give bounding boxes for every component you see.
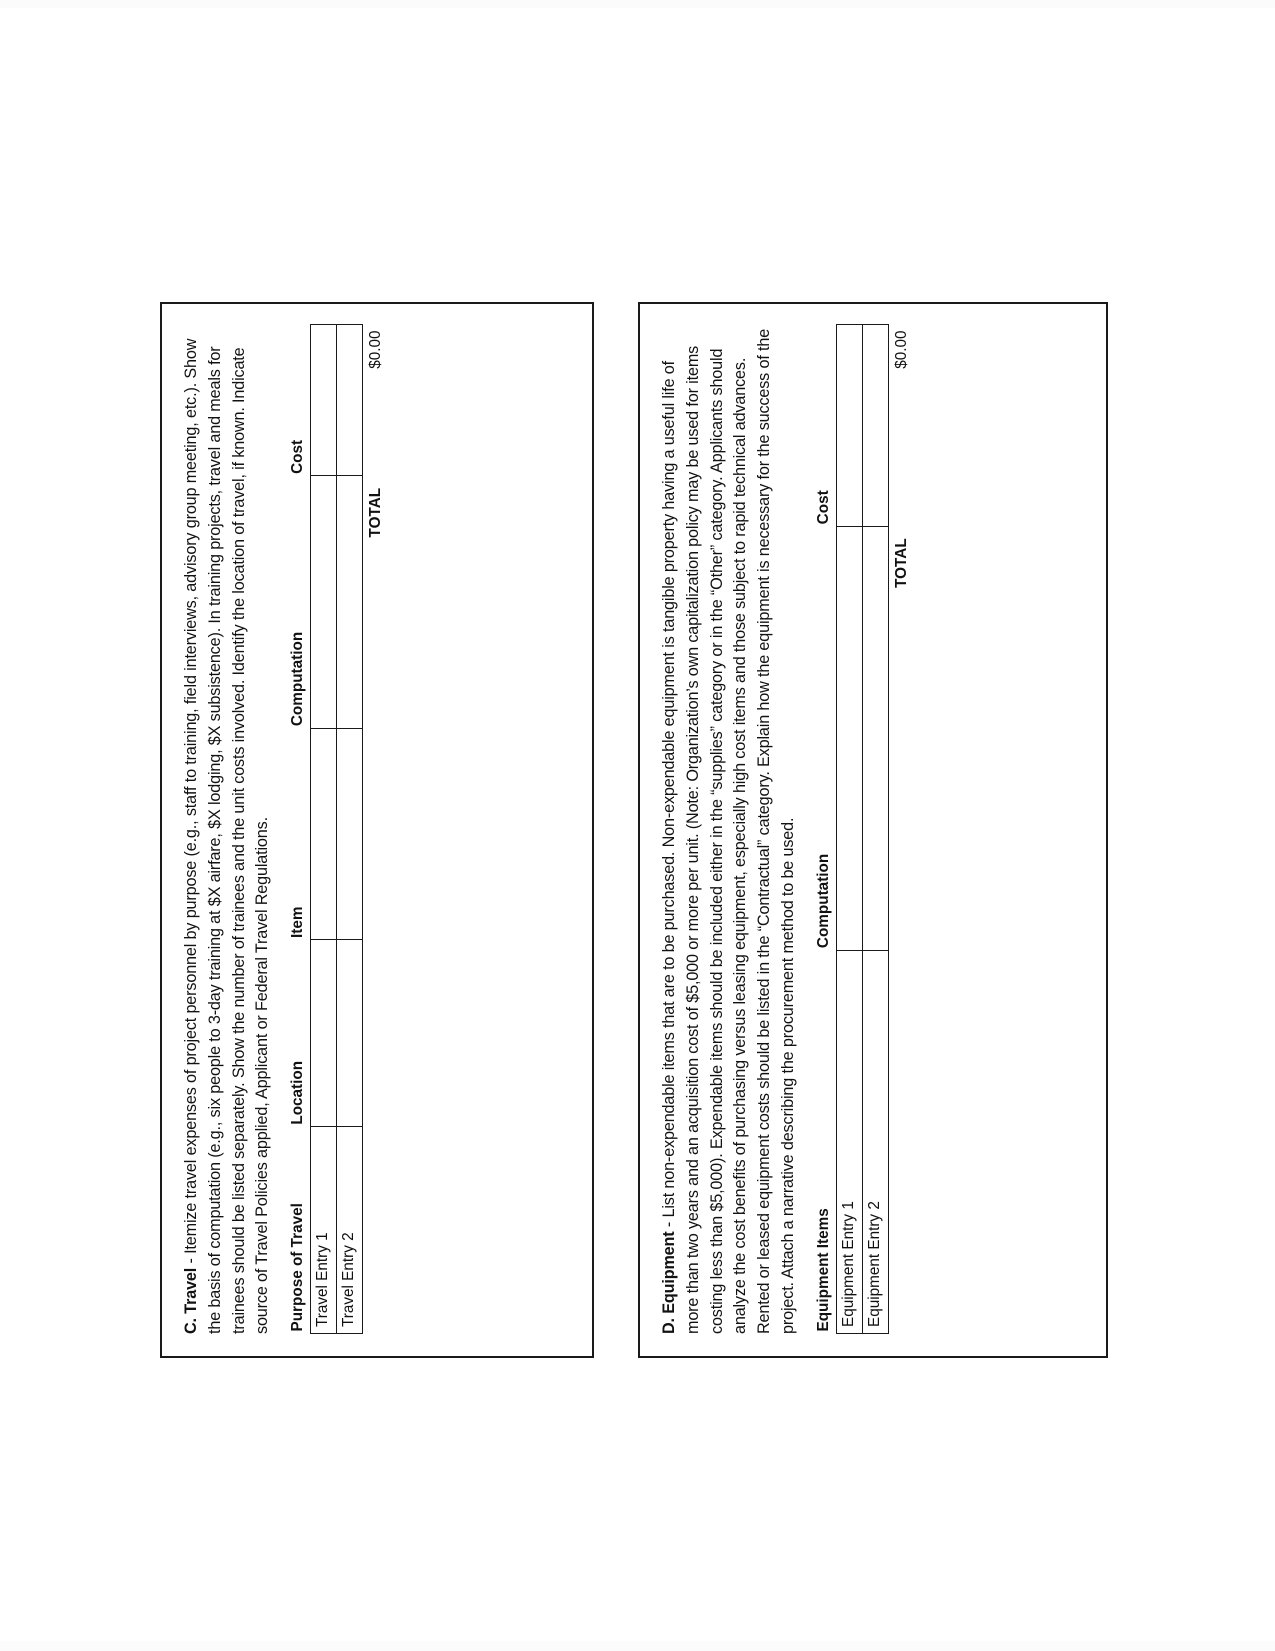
travel-row2-location[interactable] [336,940,362,1127]
travel-total-spacer-3 [362,728,388,940]
equipment-total-label: TOTAL [892,537,910,588]
equipment-col-computation: Computation [814,853,832,948]
equipment-instructions-body: - List non-expendable items that are to be purchased. Non-expendable equipment is tangible property having a useful life of more than two years and an acquisition cost of $5,000 or more per unit. (Note: Organization’s own capitalization policy may be used for items costing less than $5,000). Expendable items should be included either in the “supplies” category or in the “Other” category. Applicants should analyze the cost benefits of purchasing versus leasing equipment, especially high cost items and those subject to rapid technical advances. Rented or leased equipment costs should be listed in the “Contractual” category. Explain how the equipment is necessary for the success of the project. Attach a narrative describing the procurement method to be used. [659,328,797,1334]
travel-col-purpose: Purpose of Travel [288,1202,306,1331]
travel-table-body [310,324,388,1333]
table-row [862,324,888,1333]
travel-col-item: Item [288,906,306,938]
equipment-row1-cost[interactable] [836,324,862,526]
equipment-section-heading: D. Equipment [659,1230,678,1334]
equipment-total-row [888,324,914,1333]
travel-table-head [289,324,311,1333]
rotated-document-stage [138,286,1138,1366]
equipment-row1-item[interactable]: Equipment Entry 1 [836,950,862,1333]
travel-header-row [289,324,311,1333]
scan-edge-bottom [0,1641,1275,1651]
equipment-total-spacer-1 [888,950,914,1333]
travel-total-spacer-2 [362,940,388,1127]
travel-row1-computation[interactable] [310,475,336,727]
table-row [336,324,362,1333]
travel-instructions [180,324,275,1334]
equipment-header-row [814,324,836,1333]
equipment-row2-computation[interactable] [862,526,888,950]
scan-edge-top [0,0,1275,8]
travel-total-row [362,324,388,1333]
travel-row2-purpose[interactable]: Travel Entry 2 [336,1126,362,1333]
equipment-total-value: $0.00 [888,324,914,526]
travel-total-spacer-1 [362,1126,388,1333]
equipment-table-body [836,324,914,1333]
travel-row1-cost[interactable] [310,324,336,475]
equipment-budget-table [814,324,914,1334]
travel-section-heading: C. Travel [181,1267,200,1334]
travel-row2-cost[interactable] [336,324,362,475]
section-equipment [638,302,1108,1358]
document-body [138,286,1138,1366]
travel-col-computation: Computation [288,631,306,726]
travel-col-location: Location [288,1060,306,1125]
travel-total-label: TOTAL [366,487,384,537]
travel-col-cost: Cost [288,439,306,474]
travel-row2-computation[interactable] [336,475,362,727]
travel-row1-purpose[interactable]: Travel Entry 1 [310,1126,336,1333]
travel-budget-table [289,324,389,1334]
equipment-row2-item[interactable]: Equipment Entry 2 [862,950,888,1333]
equipment-table-head [814,324,836,1333]
table-row [836,324,862,1333]
travel-row2-item[interactable] [336,728,362,940]
section-travel [160,302,594,1358]
equipment-row1-computation[interactable] [836,526,862,950]
equipment-col-cost: Cost [814,489,832,524]
equipment-instructions [658,324,801,1334]
travel-instructions-body: - Itemize travel expenses of project personnel by purpose (e.g., staff to training, field interviews, advisory group meeting, etc.). Show the basis of computation (e.g., six people to 3-day training at $X airfare, $X lodging, $X subsistence). In training projects, travel and meals for trainees should be listed separately. Show the number of trainees and the unit costs involved. Identify the location of travel, if known. Indicate source of Travel Policies applied, Applicant or Federal Travel Regulations. [181,338,271,1334]
equipment-col-items: Equipment Items [814,1207,832,1331]
travel-row1-item[interactable] [310,728,336,940]
table-row [310,324,336,1333]
travel-row1-location[interactable] [310,940,336,1127]
travel-total-value: $0.00 [362,324,388,475]
equipment-row2-cost[interactable] [862,324,888,526]
